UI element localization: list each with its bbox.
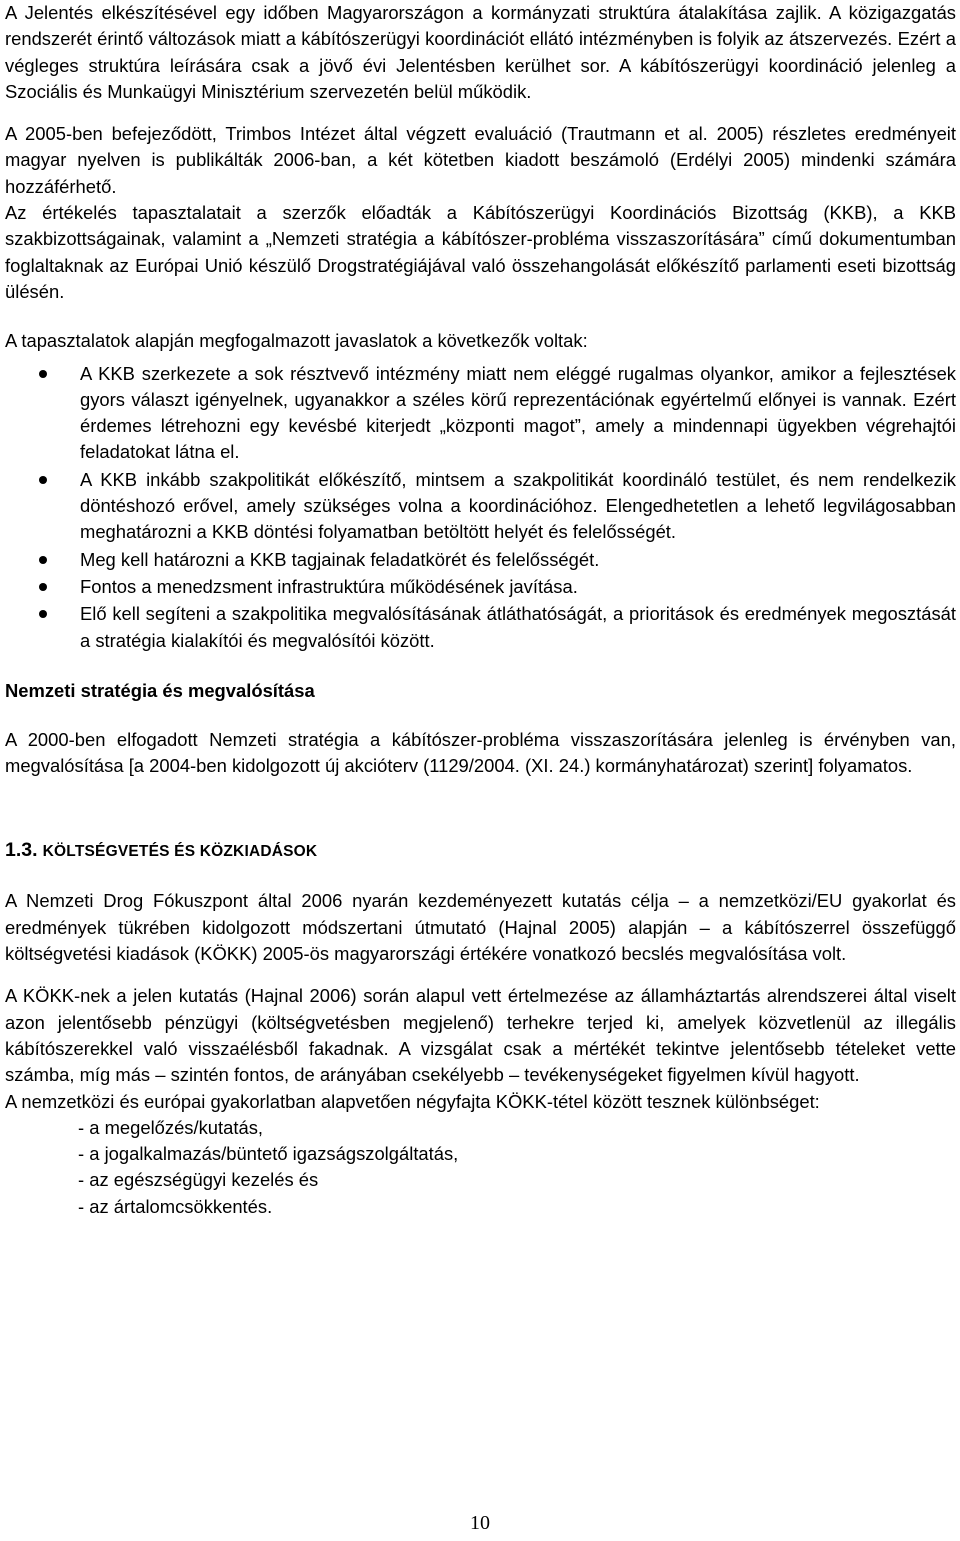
bullet-icon — [39, 583, 47, 591]
kokk-categories-list — [5, 1115, 956, 1220]
paragraph-kokk-categories-intro: A nemzetközi és európai gyakorlatban alapvetően négyfajta KÖKK-tétel között tesznek különbséget: — [5, 1090, 820, 1112]
list-item: - a megelőzés/kutatás, — [78, 1116, 264, 1138]
list-item — [5, 574, 956, 600]
list-item: - az ártalomcsökkentés. — [78, 1195, 273, 1217]
paragraph-research-goal: A Nemzeti Drog Fókuszpont által 2006 nyarán kezdeményezett kutatás célja – a nemzetközi/EU gyakorlat és eredmények tükrében kidolgozott módszertani útmutató (Hajnal 2005) alapján – a kábítószerrel összefüggő költségvetési kiadások (KÖKK) 2005-ös magyarországi értékére vonatkozó becslés megvalósítása volt. — [5, 890, 956, 965]
paragraph-recommendations-intro: A tapasztalatok alapján megfogalmazott javaslatok a következők voltak: — [5, 330, 588, 352]
chapter-heading — [5, 837, 956, 865]
paragraph-evaluation: A 2005-ben befejeződött, Trimbos Intézet által végzett evaluáció (Trautmann et al. 2005) részletes eredményeit magyar nyelven is publikálták 2006-ban, a két kötetben kiadott beszámoló (Erdélyi 2005) mindenki számára hozzáférhető. — [5, 123, 956, 197]
list-item-text: A KKB inkább szakpolitikát előkészítő, mintsem a szakpolitikát koordináló testület, és nem rendelkezik döntéshozó erővel, amely szükséges volna a koordinációhoz. Elengedhetetlen a lehető legvilágosabban meghatározni a KKB döntési folyamatban betöltött helyét és felelősségét. — [80, 468, 956, 543]
list-item — [5, 547, 956, 573]
list-item-text: Fontos a menedzsment infrastruktúra működésének javítása. — [80, 575, 578, 597]
list-item: - az egészségügyi kezelés és — [78, 1169, 319, 1191]
paragraph-restructuring: A Jelentés elkészítésével egy időben Magyarországon a kormányzati struktúra átalakítása zajlik. A közigazgatás rendszerét érintő változások miatt a kábítószerügyi koordinációt ellátó intézményben is folyik az átszervezés. Ezért a végleges struktúra leírására csak a jövő évi Jelentésben kerülhet sor. A kábítószerügyi koordináció jelenleg a Szociális és Munkaügyi Minisztérium szervezetén belül működik. — [5, 2, 956, 102]
list-item-text: A KKB szerkezete a sok résztvevő intézmény miatt nem eléggé rugalmas olyankor, amikor a fejlesztések gyors választ igényelnek, ugyanakkor a széles körű reprezentációnak egyértelmű előnyei is vannak. Ezért érdemes létrehozni egy kevésbé kiterjedt „központi magot”, amely a mindennapi ügyekben végrehajtói feladatokat látna el. — [80, 362, 956, 463]
chapter-number: 1.3. — [5, 839, 38, 862]
bullet-icon — [39, 370, 47, 378]
list-item — [5, 361, 956, 466]
paragraph-national-strategy: A 2000-ben elfogadott Nemzeti stratégia a kábítószer-probléma visszaszorítására jelenleg is érvényben van, megvalósítása [a 2004-ben kidolgozott új akcióterv (1129/2004. (XI. 24.) kormányhatározat) szerint] folyamatos. — [5, 728, 956, 777]
list-item — [5, 601, 956, 654]
list-item: - a jogalkalmazás/büntető igazságszolgáltatás, — [78, 1143, 459, 1165]
bullet-icon — [39, 476, 47, 484]
list-item-text: Elő kell segíteni a szakpolitika megvalósításának átláthatóságát, a prioritások és eredmények megosztását a stratégia kialakítói és megvalósítói között. — [80, 603, 956, 651]
list-item-text: Meg kell határozni a KKB tagjainak feladatkörét és felelősségét. — [80, 548, 600, 570]
chapter-title: KÖLTSÉGVETÉS ÉS KÖZKIADÁSOK — [42, 843, 318, 861]
paragraph-evaluation-presentation: Az értékelés tapasztalatait a szerzők előadták a Kábítószerügyi Koordinációs Bizottság (KKB), a KKB szakbizottságainak, valamint a „Nemzeti stratégia a kábítószer-probléma visszaszorítására” című dokumentumban foglaltaknak az Európai Unió készülő Drogstratégiájával való összehangolását előkészítő parlamenti eseti bizottság ülésén. — [5, 202, 956, 302]
list-item — [5, 467, 956, 546]
bullet-icon — [39, 610, 47, 618]
document-page — [5, 0, 956, 1220]
section-heading: Nemzeti stratégia és megvalósítása — [5, 679, 315, 701]
recommendations-list — [5, 361, 956, 654]
paragraph-kokk-definition: A KÖKK-nek a jelen kutatás (Hajnal 2006) során alapul vett értelmezése az államháztartás alrendszerei által viselt azon jelentősebb pénzügyi (költségvetésben megjelenő) terhekre terjed ki, amelyek közvetlenül az illegális kábítószerekkel való visszaélésből fakadnak. A vizsgálat csak a mértékét tekintve jelentősebb tételeket vette számba, míg más – szintén fontos, de arányában csekélyebb – tevékenységeket figyelmen kívül hagyott. — [5, 985, 956, 1086]
page-number: 10 — [470, 1512, 490, 1534]
bullet-icon — [39, 556, 47, 564]
